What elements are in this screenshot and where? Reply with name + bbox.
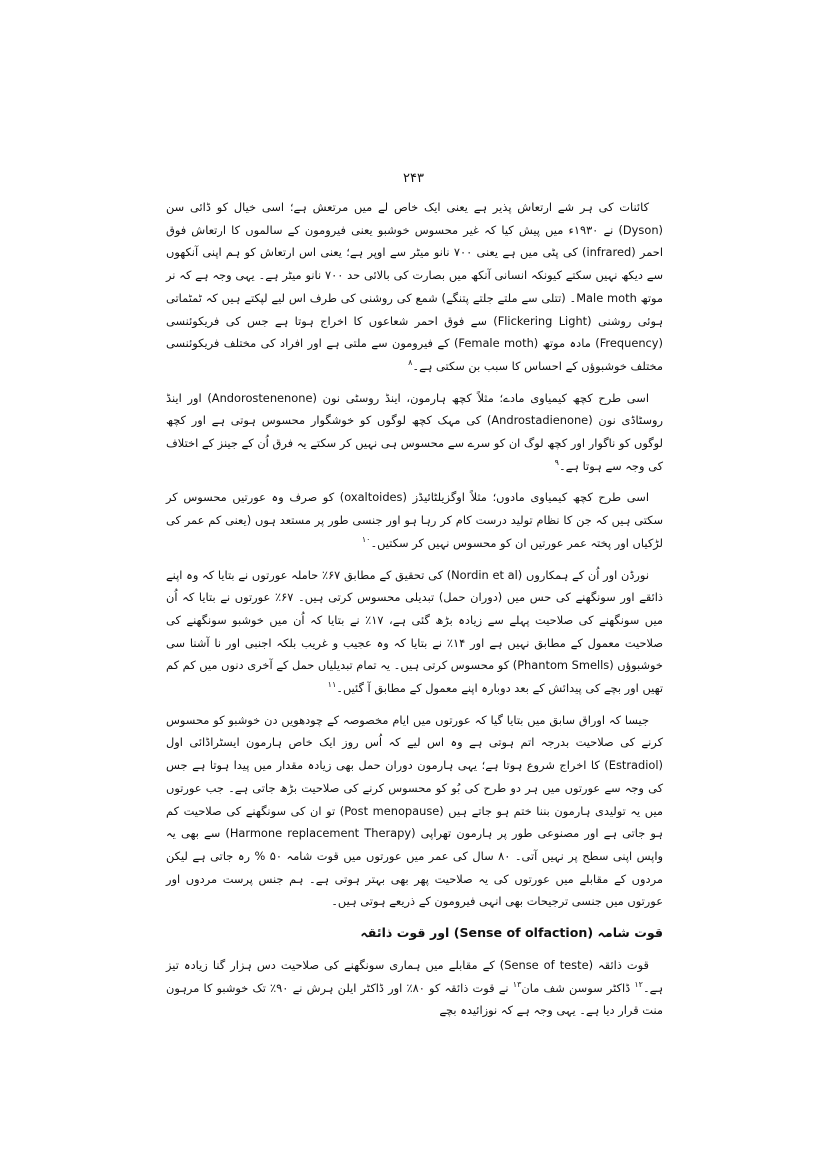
paragraph-nordin-study xyxy=(166,564,663,700)
footnote-marker: ۱۱ xyxy=(327,680,337,690)
paragraph-text: اسی طرح کچھ کیمیاوی مادوں؛ مثلاً اوگزیلٹائیڈز (oxaltoides) کو صرف وہ عورتیں محسوس کر سکتی ہیں کہ جن کا نظام تولید درست کام کر رہا ہو اور جنسی طور پر مستعد ہوں (یعنی کم عمر کی لڑکیاں اور پختہ عمر عورتیں ان کو محسوس نہیں کر سکتیں۔ xyxy=(166,490,663,550)
heading-text: قوت شامہ (Sense of olfaction) اور قوت ذائقہ xyxy=(360,925,663,941)
footnote-marker: ۱۰ xyxy=(361,535,371,545)
paragraph-text: جیسا کہ اوراق سابق میں بتایا گیا کہ عورتوں میں ایام مخصوصہ کے چودھویں دن خوشبو کو محسوس کرنے کی صلاحیت بدرجہ اتم ہوتی ہے وہ اس لیے کہ اُس روز ایک خاص ہارمون ایسٹراڈائی اول (Estradiol) کا اخراج شروع ہوتا ہے؛ یہی ہارمون دوران حمل بھی زیادہ مقدار میں پیدا ہوتا ہے جس کی وجہ سے عورتوں میں ہر دو طرح کی بُو کو محسوس کرنے کی صلاحیت بڑھ جاتی ہے۔ جب عورتوں میں یہ تولیدی ہارمون بننا ختم ہو جاتے ہیں (Post menopause) تو ان کی سونگھنے کی صلاحیت کم ہو جاتی ہے اور مصنوعی طور پر ہارمون تھراپی (Harmone replacement Therapy) سے بھی یہ واپس اپنی سطح پر نہیں آتی۔ ۸۰ سال کی عمر میں عورتوں میں قوت شامہ ۵۰ % رہ جاتی ہے لیکن مردوں کے مقابلے میں عورتوں کی یہ صلاحیت پھر بھی بہتر ہوتی ہے۔ ہم جنس پرست مردوں اور عورتوں میں جنسی ترجیحات بھی انہی فیرومون کے ذریعے ہوتی ہیں۔ xyxy=(166,712,664,909)
footnote-marker: ۱۳ xyxy=(512,979,522,989)
paragraph-oxaltoides xyxy=(166,486,663,554)
section-heading xyxy=(166,922,663,945)
paragraph-text: کائنات کی ہر شے ارتعاش پذیر ہے یعنی ایک خاص لے میں مرتعش ہے؛ اسی خیال کو ڈائی سن (Dyson) نے ۱۹۳۰ء میں پیش کیا کہ غیر محسوس خوشبو یعنی فیرومون کے سالموں کا ارتعاش فوق احمر (infrared) کی پٹی میں ہے یعنی ۷۰۰ نانو میٹر سے اوپر ہے؛ یعنی اس ارتعاش کو ہم اپنی آنکھوں سے دیکھ نہیں سکتے کیونکہ انسانی آنکھ میں بصارت کی بالائی حد ۷۰۰ نانو میٹر ہے۔ یہی وجہ ہے کہ نر موتھ Male moth۔ (تتلی سے ملتے جلتے پتنگے) شمع کی روشنی کی طرف اس لیے لپکتے ہیں کہ ٹمٹماتی ہوئی روشنی (Flickering Light) سے فوق احمر شعاعوں کا اخراج ہوتا ہے جس کی فریکوئنسی (Frequency) مادہ موتھ (Female moth) کے فیرومون سے ملتی ہے اور افراد کی مختلف فریکوئنسی مختلف خوشبوؤں کے احساس کا سبب بن سکتی ہے۔ xyxy=(166,200,664,373)
page-number: ۲۴۳ xyxy=(403,171,424,186)
footnote-marker: ۱۲ xyxy=(634,979,643,989)
paragraph-text: قوت ذائقہ (Sense of teste) کے مقابلے میں ہماری سونگھنے کی صلاحیت دس ہزار گنا زیادہ تیز ہے۔ xyxy=(166,957,663,995)
paragraph-smell-vs-taste xyxy=(166,954,663,1022)
paragraph-hormones xyxy=(166,387,663,478)
page-body xyxy=(166,196,663,1031)
paragraph-text: اسی طرح کچھ کیمیاوی مادے؛ مثلاً کچھ ہارمون، اینڈ روسٹی نون (Andorostenenone) اور اینڈ روسٹاڈی نون (Androstadienone) کی مہک کچھ لوگوں کو خوشگوار محسوس ہوتی ہے اور کچھ لوگوں کو ناگوار اور کچھ لوگ ان کو سرے سے محسوس ہی نہیں کر سکتے یہ فرق اُن کے جینز کے اختلاف کی وجہ سے ہوتا ہے۔ xyxy=(166,390,663,473)
footnote-marker: ۹ xyxy=(554,457,559,467)
footnote-marker: ۸ xyxy=(408,358,413,368)
paragraph-estradiol xyxy=(166,709,663,913)
paragraph-text: نورڈن اور اُن کے ہمکاروں (Nordin et al) کی تحقیق کے مطابق ۶۷٪ حاملہ عورتوں نے بتایا کہ وہ اپنے ذائقے اور سونگھنے کی حس میں (دوران حمل) تبدیلی محسوس کرتی ہیں۔ ۶۷٪ عورتوں نے بتایا کہ اُن میں سونگھنے کی صلاحیت پہلے سے زیادہ بڑھ گئی ہے، ۱۷٪ نے بتایا کہ اُن میں خوشبو سونگھنے کی صلاحیت معمول کے مطابق نہیں ہے اور ۱۴٪ نے بتایا کہ وہ عجیب و غریب بلکہ اجنبی اور نا آشنا سی خوشبوؤں (Phantom Smells) کو محسوس کرتی ہیں۔ یہ تمام تبدیلیاں حمل کے آخری دنوں میں کم کم تھیں اور بچے کی پیدائش کے بعد دوبارہ اپنے معمول کے مطابق آ گئیں۔ xyxy=(166,567,664,696)
paragraph-dyson-vibration xyxy=(166,196,663,378)
paragraph-text: ڈاکٹر سوسن شف مان xyxy=(521,980,635,995)
paragraph-text: نے قوت ذائقہ کو ۸۰٪ اور ڈاکٹر ایلن ہرش نے ۹۰٪ تک خوشبو کا مرہون منت قرار دیا ہے۔ یہی وجہ ہے کہ نوزائیدہ بچے xyxy=(166,980,663,1018)
